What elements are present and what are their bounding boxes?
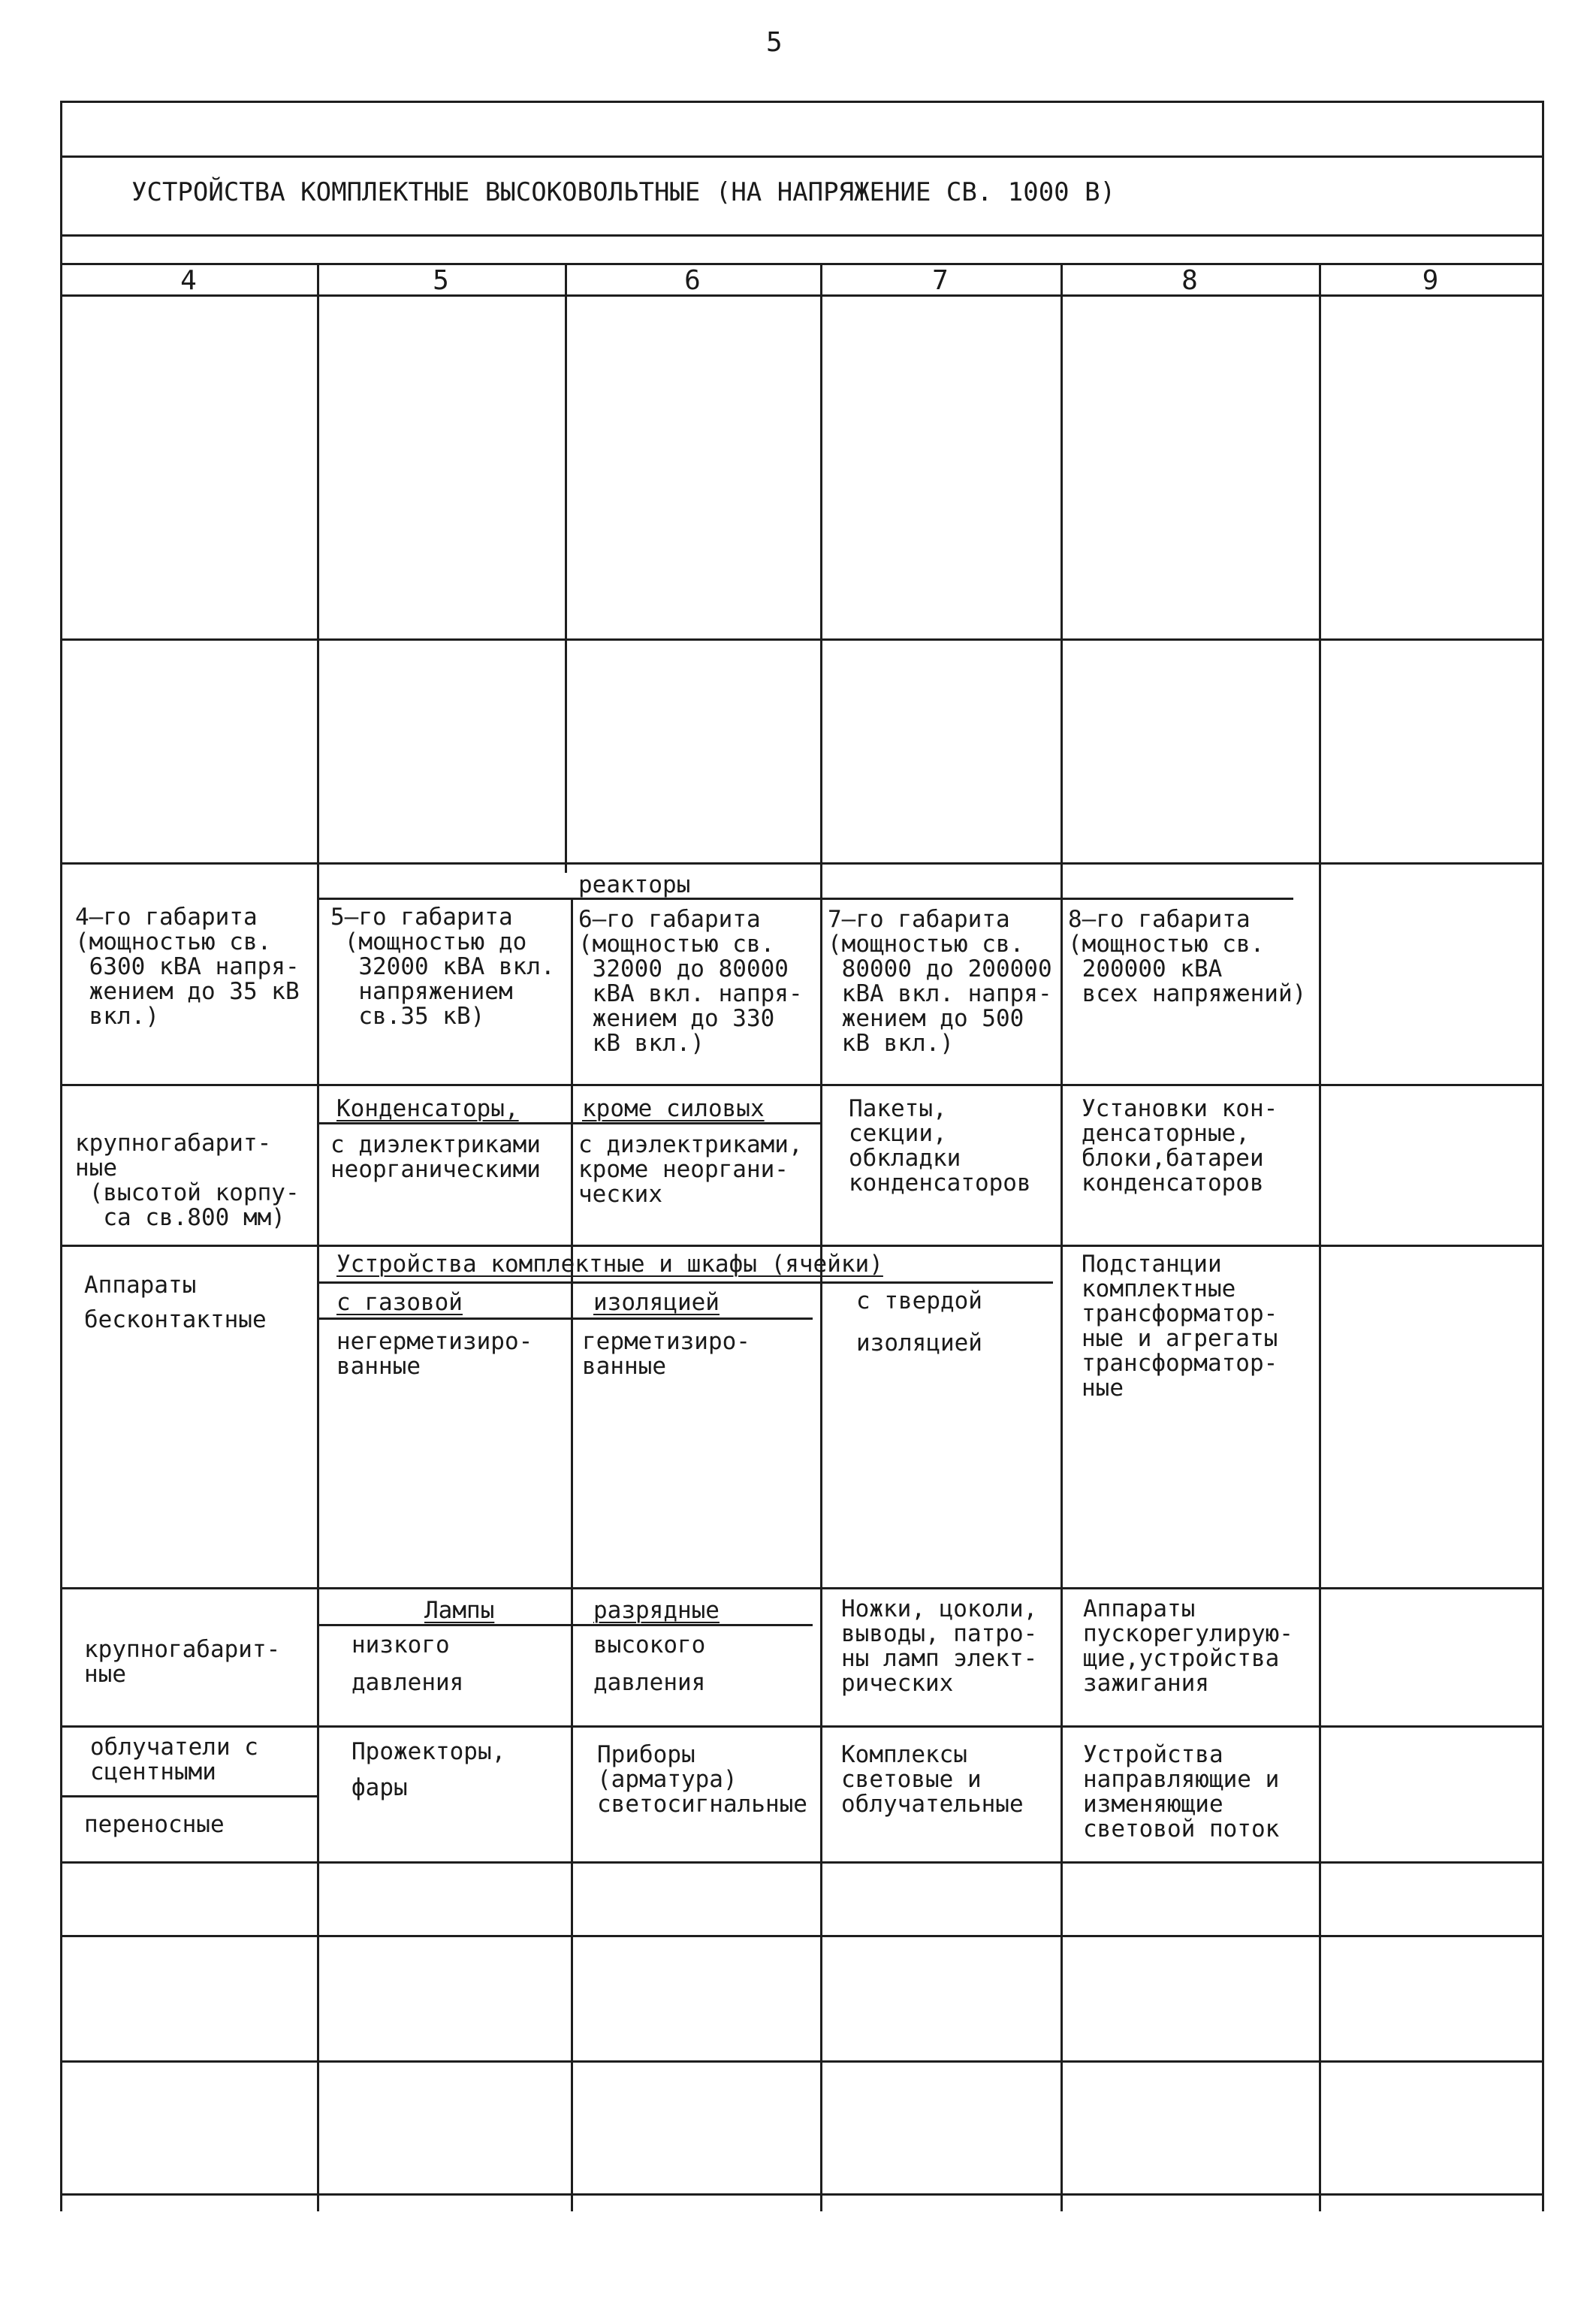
row-divider [60, 862, 1543, 865]
row-divider [60, 1725, 1543, 1728]
capacitors-group-left: Конденсаторы, [336, 1095, 519, 1122]
reactors-size-5: 5–го габарита (мощностью до 32000 кВА вкл. напряжением св.35 кВ) [330, 904, 555, 1030]
column-number-8: 8 [1181, 265, 1198, 296]
capacitors-large: крупногабарит- ные (высотой корпу- са св.800 мм) [75, 1130, 300, 1231]
row-divider [60, 1861, 1543, 1864]
lamps-large: крупногабарит- ные [84, 1636, 281, 1688]
frame-left [60, 101, 62, 2211]
flux-devices: Устройства направляющие и изменяющие световой поток [1083, 1741, 1280, 1843]
column-number-4: 4 [180, 265, 197, 296]
rule [60, 234, 1543, 237]
switchgear-sealed: герметизиро- ванные [582, 1328, 750, 1380]
switchgear-solid-insulation: с твердой изоляцией [856, 1287, 982, 1357]
group-rule-switchgear [317, 1281, 1053, 1284]
column-divider [565, 264, 567, 873]
switchgear-insulation-label: изоляцией [593, 1289, 720, 1316]
column-number-7: 7 [932, 265, 949, 296]
reactors-size-4: 4–го габарита (мощностью св. 6300 кВА напря- жением до 35 кВ вкл.) [75, 904, 300, 1030]
column-number-6: 6 [684, 265, 701, 296]
frame-bottom [60, 2193, 1543, 2196]
group-rule-reactors [317, 898, 1293, 900]
capacitors-organic: с диэлектриками, кроме неоргани- ческих [578, 1131, 803, 1208]
column-divider [571, 898, 573, 2211]
frame-top [60, 101, 1543, 103]
rule [60, 155, 1543, 158]
reactors-size-8: 8–го габарита (мощностью св. 200000 кВА всех напряжений) [1068, 906, 1307, 1007]
group-rule-lamps [317, 1624, 813, 1626]
row-divider [60, 1935, 1543, 1937]
lighting-subrow-rule [60, 1795, 317, 1797]
column-number-9: 9 [1422, 265, 1439, 296]
switchgear-unsealed: негерметизиро- ванные [336, 1328, 533, 1380]
row-divider [60, 1587, 1543, 1589]
irradiators: облучатели с сцентными [90, 1734, 258, 1785]
substations: Подстанции комплектные трансформатор- ные и агрегаты трансформатор- ные [1082, 1251, 1278, 1402]
switchgear-group: Устройства комплектные и шкафы (ячейки) [336, 1251, 883, 1278]
column-divider [820, 264, 822, 2211]
group-rule-capacitors [317, 1122, 820, 1124]
row-divider [60, 1245, 1543, 1247]
row-divider [60, 2060, 1543, 2063]
column-number-5: 5 [433, 265, 449, 296]
capacitor-installations: Установки кон- денсаторные, блоки,батареи конденсаторов [1082, 1095, 1278, 1197]
column-divider [1319, 264, 1321, 2211]
capacitors-inorganic: с диэлектриками неорганическими [330, 1131, 541, 1183]
frame-right [1542, 101, 1544, 2211]
capacitor-packs: Пакеты, секции, обкладки конденсаторов [849, 1095, 1031, 1197]
lamp-bases: Ножки, цоколи, выводы, патро- ны ламп элект- рических [841, 1595, 1038, 1697]
reactors-size-6: 6–го габарита (мощностью св. 32000 до 80000 кВА вкл. напря- жением до 330 кВ вкл.) [578, 906, 803, 1057]
contactless-apparatus: Аппараты бесконтактные [84, 1272, 267, 1333]
group-rule-insulation [317, 1317, 813, 1320]
lamps-group-right: разрядные [593, 1597, 720, 1624]
switchgear-gas-label: с газовой [336, 1289, 463, 1316]
page-number: 5 [766, 27, 783, 58]
column-divider [317, 264, 319, 2211]
capacitors-group-right: кроме силовых [582, 1095, 765, 1122]
floodlights: Прожекторы, фары [351, 1738, 506, 1801]
lamps-low-pressure: низкого давления [351, 1631, 464, 1696]
row-divider [60, 638, 1543, 641]
signal-devices: Приборы (арматура) светосигнальные [597, 1741, 807, 1818]
row-divider [60, 1084, 1543, 1086]
lighting-complexes: Комплексы световые и облучательные [841, 1741, 1024, 1818]
ballast-apparatus: Аппараты пускорегулирую- щие,устройства зажигания [1083, 1595, 1293, 1697]
reactors-size-7: 7–го габарита (мощностью св. 80000 до 200000 кВА вкл. напря- жением до 500 кВ вкл.) [828, 906, 1052, 1057]
reactors-group-label: реакторы [578, 871, 691, 898]
portable: переносные [84, 1811, 225, 1838]
section-title: УСТРОЙСТВА КОМПЛЕКТНЫЕ ВЫСОКОВОЛЬТНЫЕ (НА НАПРЯЖЕНИЕ СВ. 1000 В) [131, 177, 1116, 207]
column-divider [1060, 264, 1063, 2211]
lamps-group-left: Лампы [424, 1597, 495, 1624]
lamps-high-pressure: высокого давления [593, 1631, 706, 1696]
